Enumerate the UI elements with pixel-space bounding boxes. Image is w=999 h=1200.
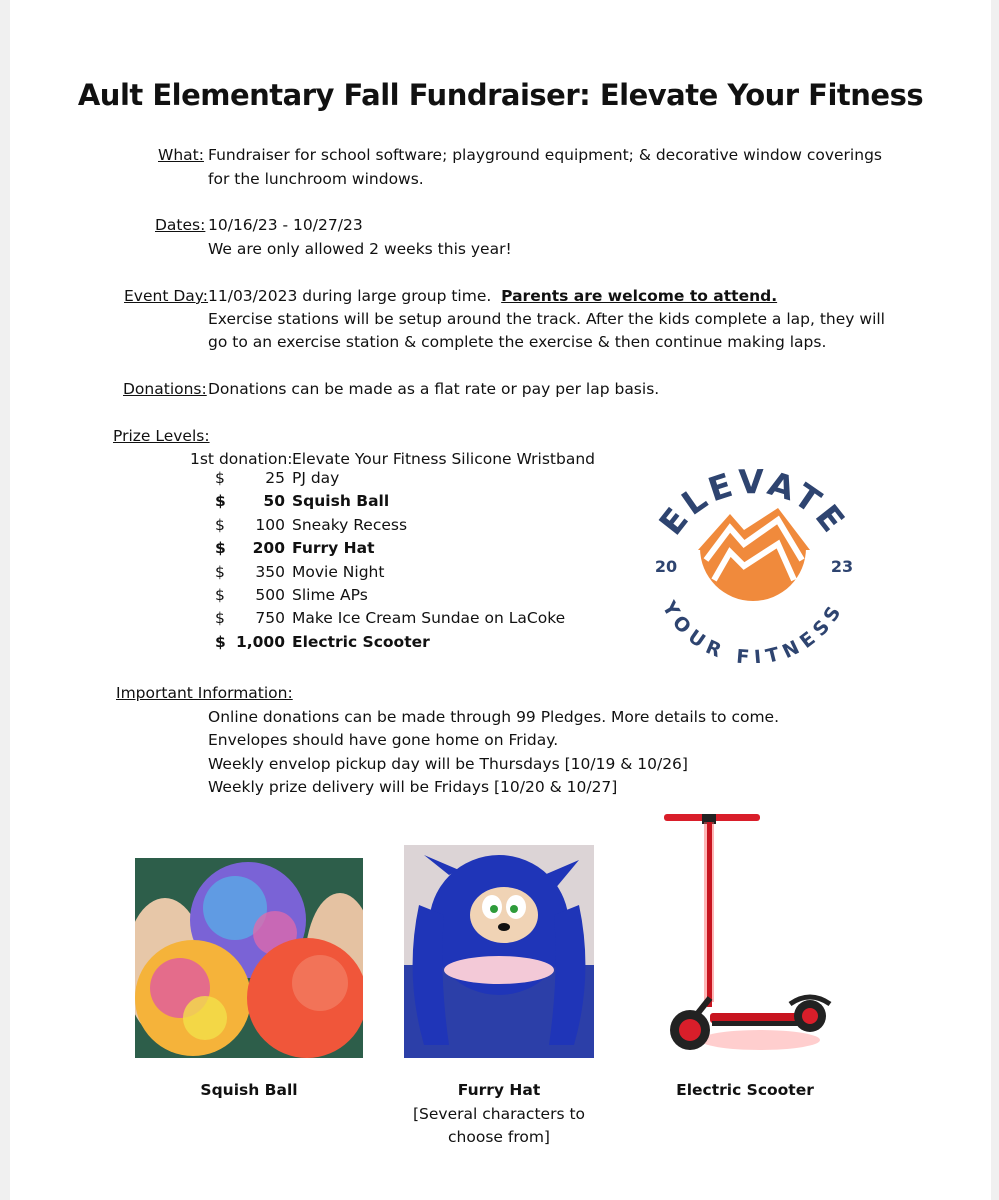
prize-name: Make Ice Cream Sundae on LaCoke: [292, 609, 566, 628]
prize-levels-label: Prize Levels:: [113, 427, 210, 445]
prize-amount: 1,000: [235, 632, 285, 651]
flyer-title: Ault Elementary Fall Fundraiser: Elevate Your Fitness: [77, 78, 924, 112]
prize-amount: 350: [255, 562, 285, 581]
donations-line-1: Donations can be made as a flat rate or pay per lap basis.: [208, 380, 660, 398]
event-day-line-3: go to an exercise station & complete the exercise & then continue making laps.: [208, 333, 827, 351]
squish-ball-caption: Squish Ball: [200, 1081, 298, 1099]
electric-scooter-photo: [650, 808, 840, 1063]
prize-currency: $: [215, 632, 226, 651]
event-day-line-1: [208, 284, 777, 308]
prize-name: Furry Hat: [292, 539, 375, 558]
dates-line-1: 10/16/23 - 10/27/23: [208, 216, 363, 234]
first-donation-prize: Elevate Your Fitness Silicone Wristband: [292, 450, 595, 468]
prize-amount: 50: [263, 492, 285, 511]
prize-name: Sneaky Recess: [292, 515, 408, 534]
prize-currency: $: [215, 539, 226, 558]
important-line-3: Weekly envelop pickup day will be Thursdays [10/19 & 10/26]: [208, 755, 688, 773]
dates-line-2: We are only allowed 2 weeks this year!: [208, 240, 512, 258]
furry-hat-caption: Furry Hat: [457, 1081, 541, 1099]
important-label: Important Information:: [116, 684, 293, 702]
donations-label: Donations:: [123, 380, 207, 398]
furry-hat-photo: [404, 845, 594, 1058]
event-day-line-2: Exercise stations will be setup around the track. After the kids complete a lap, they will: [208, 310, 885, 328]
dates-label: Dates:: [155, 216, 206, 234]
prize-amount: 100: [255, 515, 285, 534]
logo-bottom-text: YOUR FITNESS: [657, 597, 849, 663]
prize-currency: $: [215, 562, 225, 581]
what-line-2: for the lunchroom windows.: [208, 170, 424, 188]
logo-year-left: 20: [654, 557, 678, 576]
important-line-1: Online donations can be made through 99 Pledges. More details to come.: [208, 708, 780, 726]
what-line-1: Fundraiser for school software; playground equipment; & decorative window coverings: [208, 146, 882, 164]
prize-amount: 750: [255, 609, 285, 628]
flyer-page: [10, 0, 991, 1200]
logo-year-right: 23: [830, 557, 854, 576]
prize-name: Slime APs: [292, 586, 368, 604]
important-line-4: Weekly prize delivery will be Fridays [10/20 & 10/27]: [208, 778, 618, 796]
elevate-your-fitness-logo: [638, 448, 868, 663]
prize-name: Squish Ball: [292, 492, 390, 511]
prize-name: Movie Night: [292, 562, 385, 581]
squish-ball-photo: [135, 858, 363, 1058]
what-label: What:: [158, 146, 204, 164]
event-day-label: Event Day:: [124, 287, 209, 305]
mountain-icon: [698, 508, 810, 601]
prize-currency: $: [215, 469, 225, 487]
furry-hat-subcaption: [Several characters to choose from]: [412, 1105, 586, 1146]
prize-amount: 25: [265, 469, 285, 487]
parents-welcome-note: Parents are welcome to attend.: [501, 287, 778, 305]
prize-name: Electric Scooter: [292, 632, 430, 651]
prize-amount: 200: [252, 539, 285, 558]
electric-scooter-caption: Electric Scooter: [676, 1081, 814, 1099]
event-day-date: 11/03/2023 during large group time.: [208, 287, 492, 305]
logo-top-text: ELEVATE: [651, 462, 855, 543]
prize-currency: $: [215, 515, 225, 534]
prize-currency: $: [215, 609, 225, 628]
prize-currency: $: [215, 586, 225, 604]
prize-name: PJ day: [292, 469, 340, 487]
prize-currency: $: [215, 492, 226, 511]
prize-amount: 500: [255, 586, 285, 604]
first-donation-label: 1st donation:: [190, 450, 293, 468]
important-line-2: Envelopes should have gone home on Friday.: [208, 731, 559, 749]
